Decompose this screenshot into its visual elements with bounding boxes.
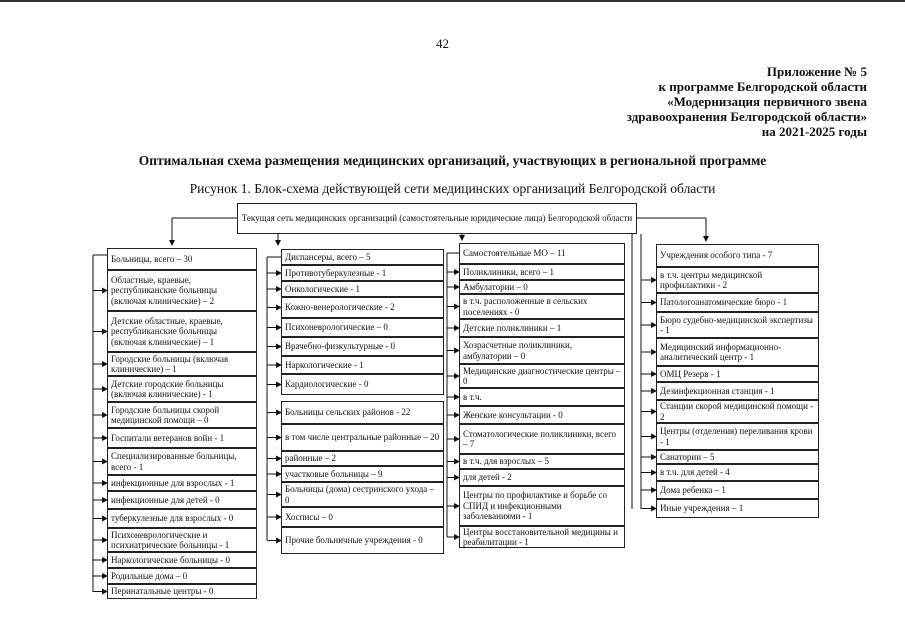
col2b-item-label: Прочие больничные учреждения - 0: [285, 535, 423, 546]
col2a-item-label: Врачебно-физкультурные - 0: [285, 341, 396, 352]
col1-item-label: Детские городские больницы (включая клинические) - 1: [111, 378, 224, 399]
col2a-item: [281, 318, 444, 337]
col1-item: [107, 311, 257, 352]
col2b-item-label: Больницы (дома) сестринского ухода – 0: [285, 484, 435, 505]
col2b-item-label: районные – 2: [285, 453, 336, 464]
col3-item-label: Детские поликлиники – 1: [463, 322, 562, 333]
col3-item: [459, 243, 625, 264]
col2a-item: [281, 374, 444, 395]
col3-item: [459, 280, 625, 294]
col3-item: [459, 486, 625, 526]
col4-item: [656, 293, 819, 312]
col2a-item-label: Наркологические - 1: [285, 359, 364, 370]
col2a-item: [281, 265, 444, 281]
col4-item: [656, 423, 819, 450]
col2b-item: [281, 466, 444, 482]
col2b-item-label: в том числе центральные районные – 20: [285, 432, 440, 443]
col1-item: [107, 584, 257, 599]
col2b-item-label: участковые больницы – 9: [285, 468, 383, 479]
col2b-item-label: Больницы сельских районов - 22: [285, 407, 411, 418]
col4-item: [656, 267, 819, 293]
document-title: Оптимальная схема размещения медицинских организаций, участвующих в региональной программе: [138, 153, 767, 168]
col1-item: [107, 509, 257, 528]
col4-item: [656, 464, 819, 481]
appendix-line: на 2021-2025 годы: [761, 124, 867, 139]
col1-item-label: инфекционные для детей - 0: [111, 494, 220, 505]
col2b-item: [281, 527, 444, 554]
col4-item-label: Центры (отделения) переливания крови - 1: [660, 426, 813, 447]
col1-item: [107, 475, 257, 491]
col3-item: [459, 424, 625, 454]
col2b-item: [281, 507, 444, 527]
col1-item-label: Госпитали ветеранов войн - 1: [111, 432, 225, 443]
col1-item-label: Больницы, всего – 30: [111, 253, 193, 264]
col3-item-label: для детей - 2: [463, 472, 512, 483]
col4-item-label: Патологоанатомические бюро - 1: [660, 297, 788, 308]
col4-item-label: Бюро судебно-медицинской экспертизы - 1: [660, 314, 813, 335]
col1-item: [107, 528, 257, 552]
col3-item: [459, 364, 625, 388]
col1-item-label: Городские больницы (включая клинические) – 1: [111, 353, 229, 374]
col3-item-label: Центры по профилактике и борьбе со СПИД и инфекционными заболеваниями - 1: [463, 490, 608, 522]
col4-item: [656, 244, 819, 267]
col1-item: [107, 352, 257, 376]
col1-item: [107, 376, 257, 402]
col4-item-label: Дома ребенка – 1: [660, 484, 726, 495]
col1-item-label: Наркологические больницы - 0: [111, 554, 231, 565]
col2a-item-label: Психоневрологические – 0: [285, 322, 388, 333]
col4-item: [656, 312, 819, 338]
col1-item: [107, 402, 257, 428]
col4-item-label: Медицинский информационно-аналитический центр - 1: [660, 341, 782, 362]
col4-item: [656, 382, 819, 400]
page-number: 42: [436, 36, 449, 51]
col4-item-label: Станции скорой медицинской помощи - 2: [660, 401, 814, 422]
col4-item-label: ОМЦ Резерв - 1: [660, 368, 721, 379]
col1-item-label: Специализированные больницы, всего - 1: [111, 451, 237, 472]
col3-item: [459, 388, 625, 406]
col4-item: [656, 499, 819, 518]
col4-item: [656, 366, 819, 382]
col2b-item: [281, 482, 444, 507]
col3-item: [459, 319, 625, 337]
col1-item-label: Психоневрологические и психиатрические больницы - 1: [111, 529, 230, 550]
col2a-item: [281, 249, 444, 265]
col3-item-label: Женские консультации - 0: [463, 409, 563, 420]
col2b-item-label: Хосписы – 0: [285, 511, 333, 522]
col4-item-label: Санатории – 5: [660, 451, 715, 462]
col2a-item-label: Онкологические - 1: [285, 283, 361, 294]
root-box-label: Текущая сеть медицинских организаций (самостоятельные юридические лица) Белгородской области: [241, 213, 633, 224]
col1-item-label: Областные, краевые, республиканские больницы (включая клинические) – 2: [111, 274, 218, 306]
figure-caption: Рисунок 1. Блок-схема действующей сети медицинских организаций Белгородской области: [189, 181, 716, 196]
col4-item: [656, 338, 819, 366]
col1-item: [107, 568, 257, 584]
appendix-line: Приложение № 5: [766, 64, 867, 79]
col4-item-label: Иные учреждения – 1: [660, 503, 744, 514]
col3-item-label: в т.ч.: [463, 391, 482, 402]
col4-item-label: в т.ч. центры медицинской профилактики - 2: [660, 269, 763, 290]
col3-item: [459, 454, 625, 469]
col3-item: [459, 469, 625, 486]
col1-item-label: инфекционные для взрослых - 1: [111, 477, 235, 488]
col1-item-label: Городские больницы скорой медицинской помощи – 0: [111, 404, 220, 425]
col1-item-label: Родильные дома – 0: [111, 570, 188, 581]
col3-item-label: Самостоятельные МО – 11: [463, 248, 566, 259]
col1-item: [107, 428, 257, 448]
col3-item-label: в т.ч. расположенные в сельских поселениях - 0: [463, 296, 588, 317]
appendix-line: к программе Белгородской области: [658, 79, 867, 94]
col2b-item: [281, 451, 444, 466]
col2a-item-label: Диспансеры, всего – 5: [285, 251, 371, 262]
col1-item: [107, 552, 257, 568]
col3-item: [459, 337, 625, 364]
col2a-item: [281, 297, 444, 318]
col2a-item-label: Противотуберкулезные - 1: [285, 267, 387, 278]
col3-item-label: Стоматологические поликлиники, всего – 7: [463, 428, 617, 449]
col2a-item: [281, 337, 444, 356]
col4-item: [656, 400, 819, 423]
col3-item-label: Центры восстановительной медицины и реабилитации - 1: [463, 526, 618, 547]
col1-item-label: Перинатальные центры - 0: [111, 586, 214, 597]
appendix-line: здравоохранения Белгородской области»: [626, 109, 867, 124]
col4-item: [656, 481, 819, 499]
col3-item: [459, 294, 625, 319]
col3-item-label: Поликлиники, всего – 1: [463, 266, 554, 277]
col3-item-label: Хозрасчетные поликлиники, амбулатории – 0: [463, 340, 573, 361]
col2b-item: [281, 401, 444, 424]
col3-item: [459, 264, 625, 280]
col4-item: [656, 450, 819, 464]
col3-item-label: Медицинские диагностические центры – 0: [463, 365, 621, 386]
col1-item: [107, 491, 257, 509]
col4-item-label: Дезинфекционная станция - 1: [660, 385, 775, 396]
col1-item: [107, 270, 257, 311]
col3-item: [459, 406, 625, 424]
col3-item: [459, 526, 625, 548]
col2a-item: [281, 281, 444, 297]
col2a-item-label: Кардиологические - 0: [285, 379, 369, 390]
appendix-line: «Модернизация первичного звена: [667, 94, 867, 109]
col2a-item-label: Кожно-венерологические - 2: [285, 302, 395, 313]
col2b-item: [281, 424, 444, 451]
col1-item-label: туберкулезные для взрослых - 0: [111, 513, 234, 524]
col1-item-label: Детские областные, краевые, республиканские больницы (включая клинические) – 1: [111, 315, 223, 347]
col3-item-label: Амбулатории – 0: [463, 281, 528, 292]
col2a-item: [281, 356, 444, 374]
col4-item-label: Учреждения особого типа - 7: [660, 250, 773, 261]
col1-item: [107, 248, 257, 270]
root-box: [237, 203, 637, 234]
col1-item: [107, 448, 257, 475]
col3-item-label: в т.ч. для взрослых – 5: [463, 456, 550, 467]
col4-item-label: в т.ч. для детей - 4: [660, 467, 730, 478]
